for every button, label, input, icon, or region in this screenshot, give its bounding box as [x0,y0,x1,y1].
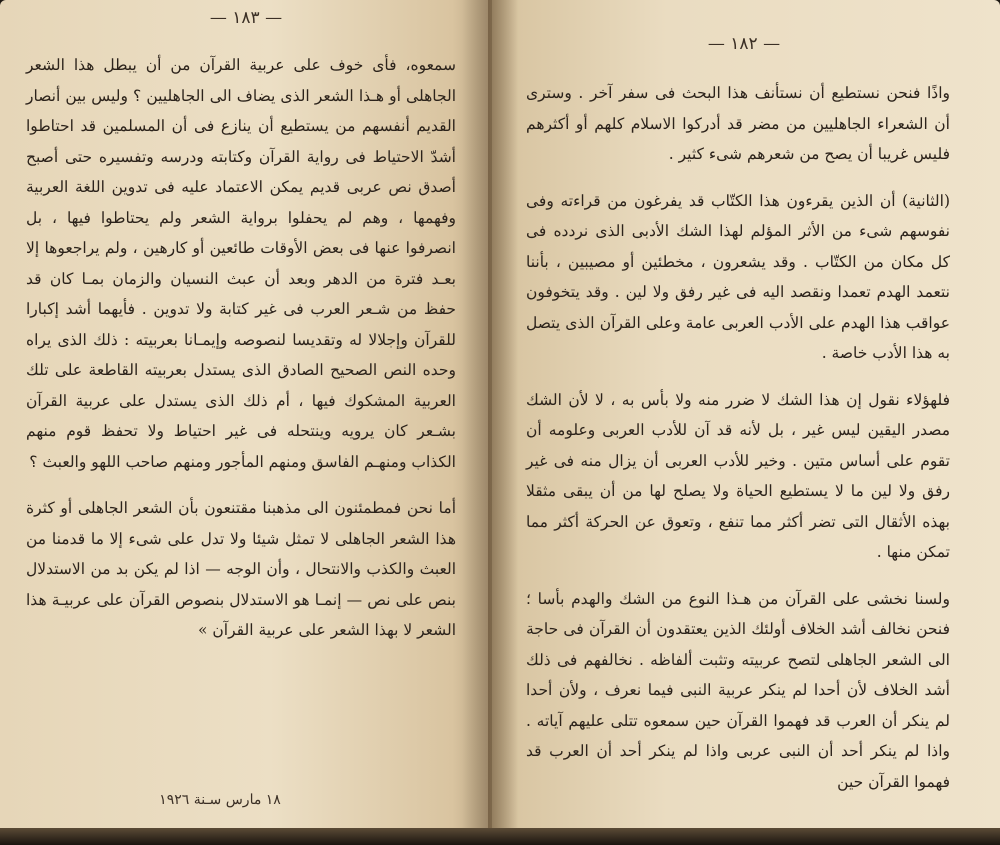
left-paragraph-2: أما نحن فمطمئنون الى مذهبنا مقتنعون بأن الشعر الجاهلى أو كثرة هذا الشعر الجاهلى لا تمثل شيئا ولا تدل على شىء إلا ما قدمنا من العبث والكذب والانتحال ، وأن الوجه — اذا لم يكن بد من الاستدلال بنص على نص — إنمـا هو الاستدلال بنصوص القرآن على عربيـة هذا الشعر لا بهذا الشعر على عربية القرآن » [26,499,456,639]
right-paragraph-1: واذًا فنحن نستطيع أن نستأنف هذا البحث فى سفر آخر . وسترى أن الشعراء الجاهليين من مضر قد أدركوا الاسلام كلهم أو أكثرهم فليس غريبا أن يصح من شعرهم شىء كثير . [526,84,950,163]
right-paragraph-3: فلهؤلاء نقول إن هذا الشك لا ضرر منه ولا بأس به ، لا لأن الشك مصدر اليقين ليس غير ، بل لأنه قد آن للأدب العربى وعلومه أن تقوم على أساس متين . وخير للأدب العربى أن يزال منه فى غير رفق ولا لين ما لا يستطيع الحياة ولا يصلح لها من أن يبقى مثقلا بهذه الأثقال التى تضر أكثر مما تنفع ، وتعوق عن الحركة أكثر مما تمكن منها . [526,390,950,561]
left-page-body [26,50,456,646]
right-page-body [526,78,950,797]
left-page-number: — ١٨٣ — [209,8,283,28]
right-paragraph-4: ولسنا نخشى على القرآن من هـذا النوع من الشك والهدم بأسا ؛ فنحن نخالف أشد الخلاف أولئك الذين يعتقدون أن القرآن فى حاجة الى الشعر الجاهلى لتصح عربيته وتثبت ألفاظه . نخالفهم فى ذلك أشد الخلاف لأن أحدا لم ينكر عربية النبى فيما نعرف ، ولأن أحدا لم ينكر أن العرب قد فهموا القرآن حين سمعوه تتلى عليهم آياته . واذا لم ينكر أحد أن النبى عربى واذا لم ينكر أحد أن العرب قد فهموا القرآن حين [526,589,950,791]
right-page [488,0,1000,845]
left-page-date: ١٨ مارس سـنة ١٩٢٦ [159,792,281,808]
left-paragraph-1: سمعوه، فأى خوف على عربية القرآن من أن يبطل هذا الشعر الجاهلى أو هـذا الشعر الذى يضاف الى الجاهليين ؟ وليس بين أنصار القديم أنفسهم من يستطيع أن ينازع فى أن المسلمين قد احتاطوا أشدّ الاحتياط فى رواية القرآن وكتابته ودرسه وتفسيره حتى أصبح أصدق نص عربى قديم يمكن الاعتماد عليه فى تدوين اللغة العربية وفهمها ، وهم لم يحفلوا برواية الشعر ولم يحتاطوا فيها ، بل انصرفوا عنها فى بعض الأوقات طائعين أو كارهين ، ولم يراجعوها إلا بعـد فترة من الدهر وبعد أن عبث النسيان والزمان بمـا كان قد حفظ من شـعر العرب فى غير كتابة ولا تدوين . فأيهما أشد إكبارا للقرآن وإجلالا له وتقديسا لنصوصه وإيمـانا بعربيته : ذلك الذى يراه وحده النص الصحيح الصادق الذى يستدل بعربيته القاطعة على تلك العربية المشكوك فيها ، أم ذلك الذى يستدل على عربية القرآن بشـعر كان يرويه وينتحله فى غير احتياط ولا تحفظ قوم منهم الكذاب ومنهـم الفاسق ومنهم المأجور ومنهم صاحب اللهو والعبث ؟ [26,56,456,471]
left-page [0,0,492,845]
right-page-number: — ١٨٢ — [707,34,781,54]
right-paragraph-2: (الثانية) أن الذين يقرءون هذا الكتّاب قد يفرغون من قراءته وفى نفوسهم شىء من الأثر المؤلم لهذا الشك الأدبى الذى نردده فى كل مكان من الكتّاب . وقد يشعرون ، مخطئين أو مصيبين ، بأننا نتعمد الهدم تعمدا ونقصد اليه فى غير رفق ولا لين . وقد يتخوفون عواقب هذا الهدم على الأدب العربى عامة وعلى القرآن الذى يتصل به هذا الأدب خاصة . [526,191,950,362]
book-bottom-edge [0,828,1000,845]
